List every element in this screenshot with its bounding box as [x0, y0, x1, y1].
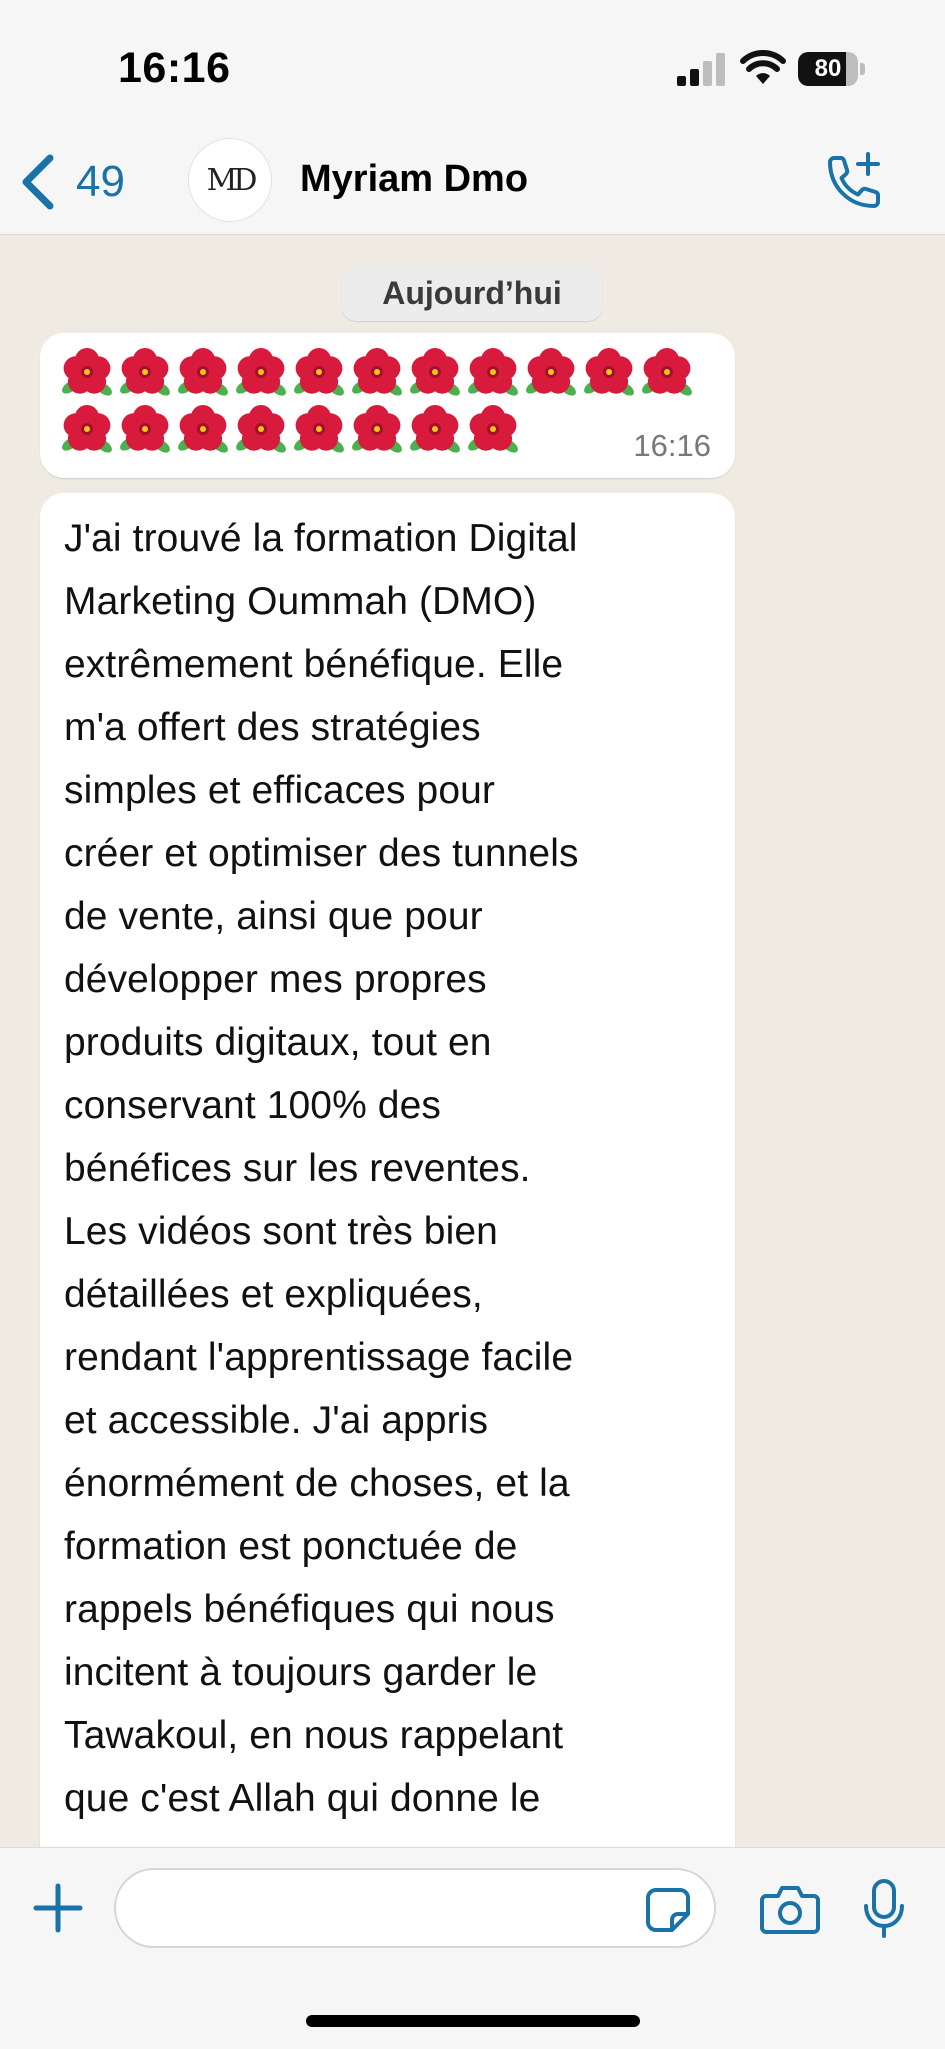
- hibiscus-emoji: [292, 404, 346, 456]
- hibiscus-emoji: [524, 347, 578, 399]
- plus-icon[interactable]: [28, 1878, 88, 1938]
- contact-name[interactable]: Myriam Dmo: [300, 158, 529, 200]
- hibiscus-emoji: [408, 347, 462, 399]
- message-bubble[interactable]: [40, 493, 735, 1847]
- hibiscus-emoji: [60, 404, 114, 456]
- hibiscus-emoji: [350, 347, 404, 399]
- camera-icon[interactable]: [760, 1882, 820, 1936]
- message-text: J'ai trouvé la formation Digital Marketing Oummah (DMO) extrêmement bénéfique. Elle m'a offert des stratégies simples et efficaces pour créer et optimiser des tunnels de vente, ainsi que pour développer mes propres produits digitaux, tout en conservant 100% des bénéfices sur les reventes. Les vidéos sont très bien détaillées et expliquées, rendant l'apprentissage facile et accessible. J'ai appris énormément de choses, et la formation est ponctuée de rappels bénéfiques qui nous incitent à toujours garder le Tawakoul, en nous rappelant que c'est Allah qui donne le: [64, 517, 579, 1820]
- chat-area[interactable]: [0, 235, 945, 1847]
- input-bar: [0, 1847, 945, 2049]
- back-button[interactable]: [18, 148, 125, 216]
- hibiscus-emoji: [118, 347, 172, 399]
- emoji-row: [60, 347, 715, 399]
- battery-level: 80: [814, 55, 842, 82]
- emoji-row: [60, 404, 715, 456]
- unread-count: 49: [76, 157, 125, 206]
- hibiscus-emoji: [292, 347, 346, 399]
- avatar[interactable]: MD: [188, 138, 272, 222]
- hibiscus-emoji: [234, 404, 288, 456]
- date-divider: Aujourd’hui: [342, 265, 602, 321]
- status-bar: [0, 0, 945, 130]
- hibiscus-emoji: [176, 347, 230, 399]
- hibiscus-emoji: [60, 347, 114, 399]
- hibiscus-emoji: [176, 404, 230, 456]
- sticker-icon[interactable]: [644, 1886, 692, 1934]
- status-time: 16:16: [118, 44, 231, 92]
- hibiscus-emoji: [350, 404, 404, 456]
- hibiscus-emoji: [640, 347, 694, 399]
- hibiscus-emoji: [582, 347, 636, 399]
- message-bubble[interactable]: [40, 333, 735, 478]
- wifi-icon: [740, 50, 786, 86]
- cellular-signal-icon: [677, 52, 727, 86]
- emoji-message: [60, 347, 715, 456]
- chat-header: [0, 130, 945, 235]
- hibiscus-emoji: [408, 404, 462, 456]
- phone-plus-icon[interactable]: [820, 150, 884, 214]
- home-indicator[interactable]: [306, 2015, 640, 2027]
- hibiscus-emoji: [466, 404, 520, 456]
- microphone-icon[interactable]: [862, 1878, 906, 1940]
- message-input[interactable]: [114, 1868, 716, 1948]
- hibiscus-emoji: [234, 347, 288, 399]
- chevron-left-icon: [18, 152, 58, 212]
- hibiscus-emoji: [466, 347, 520, 399]
- battery-icon: [798, 52, 866, 86]
- hibiscus-emoji: [118, 404, 172, 456]
- message-time: 16:16: [633, 428, 711, 463]
